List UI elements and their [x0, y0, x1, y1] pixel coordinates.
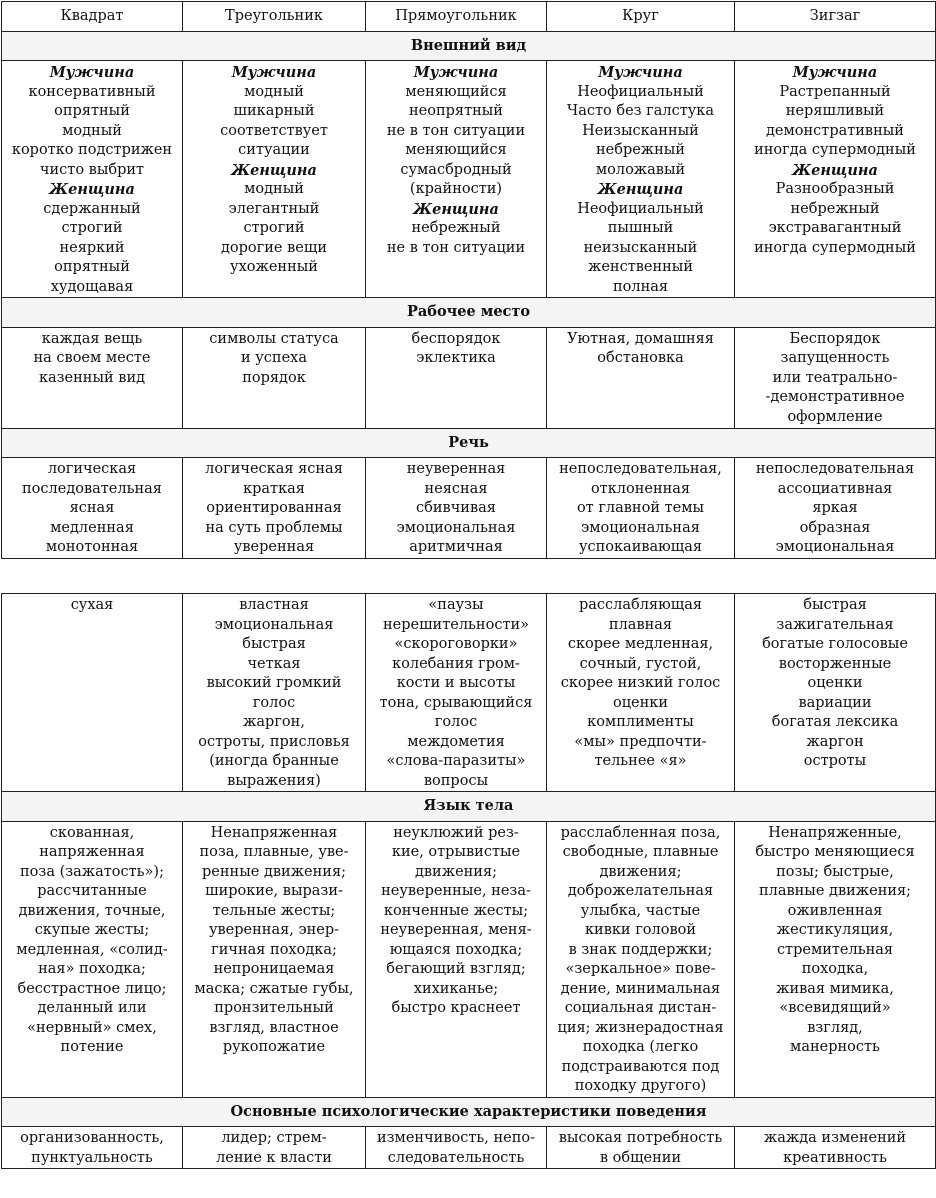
cell-line: опрятный: [54, 259, 130, 275]
cell-line: взгляд, властное: [209, 1019, 339, 1036]
cell-line: комплименты: [587, 714, 694, 730]
page-break-gap: [0, 581, 936, 593]
body-language-cell: [547, 821, 735, 1097]
workplace-cell: [547, 327, 735, 428]
gender-heading: Женщина: [413, 200, 499, 218]
cell-line: конченные жесты;: [383, 902, 529, 919]
cell-line: Часто без галстука: [567, 103, 714, 119]
cell-line: дение, минимальная: [560, 980, 721, 997]
gender-heading: Мужчина: [49, 64, 135, 81]
cell-line: шикарный: [233, 103, 315, 119]
cell-line: креативность: [783, 1149, 887, 1166]
gender-heading: Женщина: [792, 161, 878, 179]
section-speech: Речь: [2, 428, 936, 458]
cell-line: аритмичная: [409, 539, 503, 555]
cell-line: эклектика: [416, 350, 496, 366]
cell-line: организованность,: [20, 1130, 164, 1146]
cell-line: тельнее «я»: [594, 753, 687, 769]
cell-line: пунктуальность: [31, 1149, 153, 1166]
cell-line: Неофициальный: [577, 200, 704, 217]
cell-line: социальная дистан-: [564, 1000, 717, 1016]
psych-row: [2, 1127, 936, 1169]
cell-line: изменчивость, непо-: [376, 1130, 536, 1146]
cell-line: богатые голосовые: [762, 636, 908, 652]
cell-line: ющаяся походка;: [389, 941, 523, 958]
cell-line: оформление: [787, 408, 883, 425]
cell-line: гичная походка;: [211, 941, 337, 958]
cell-line: «нервный» смех,: [27, 1019, 157, 1036]
cell-line: ситуации: [238, 142, 310, 158]
body-language-cell: [735, 821, 936, 1097]
cell-line: меняющийся: [405, 83, 507, 100]
cell-line: скорее низкий голос: [560, 675, 721, 691]
cell-line: ориентированная: [206, 500, 342, 516]
cell-line: казенный вид: [38, 369, 146, 386]
cell-line: оценки: [807, 675, 863, 691]
col-header-zigzag: Зигзаг: [735, 2, 936, 32]
cell-line: от главной темы: [576, 500, 705, 516]
workplace-cell: [366, 327, 547, 428]
cell-line: неуверенные, неза-: [381, 883, 531, 899]
cell-line: Ненапряженные,: [768, 824, 902, 841]
cell-line: движения;: [599, 863, 682, 880]
cell-line: (крайности): [409, 181, 503, 197]
cell-line: логическая: [47, 461, 137, 477]
cell-line: выражения): [227, 772, 321, 789]
speech-cell: [183, 458, 366, 559]
cell-line: и успеха: [241, 350, 307, 366]
cell-line: образная: [799, 519, 871, 536]
cell-line: потение: [60, 1039, 124, 1055]
cell-line: неопрятный: [409, 103, 503, 119]
cell-line: междометия: [407, 733, 505, 750]
cell-line: Неофициальный: [577, 83, 704, 100]
cell-line: хихиканье;: [413, 980, 499, 997]
speech-row-1: [2, 458, 936, 559]
cell-line: элегантный: [228, 200, 320, 217]
cell-line: «слова-паразиты»: [386, 753, 526, 769]
cell-line: консервативный: [28, 83, 156, 100]
cell-line: монотонная: [45, 539, 139, 555]
cell-line: поза, плавные, уве-: [199, 844, 349, 860]
cell-line: жаргон: [806, 733, 864, 750]
cell-line: «зеркальное» пове-: [565, 961, 716, 977]
workplace-cell: [183, 327, 366, 428]
psych-cell: [547, 1127, 735, 1169]
cell-line: модный: [244, 83, 304, 100]
cell-line: полная: [612, 278, 669, 295]
cell-line: кости и высоты: [396, 675, 516, 691]
cell-line: плавные движения;: [758, 883, 912, 899]
cell-line: медленная, «солид-: [16, 941, 168, 958]
cell-line: пышный: [607, 220, 674, 236]
cell-line: на своем месте: [33, 350, 151, 366]
cell-line: модный: [244, 181, 304, 197]
cell-line: пронзительный: [214, 1000, 334, 1016]
cell-line: модный: [62, 122, 122, 139]
cell-line: быстрая: [242, 636, 306, 652]
cell-line: расслабляющая: [578, 597, 702, 613]
body-language-cell: [366, 821, 547, 1097]
cell-line: быстро меняющиеся: [755, 844, 915, 860]
cell-line: небрежный: [790, 200, 880, 217]
cell-line: восторженные: [778, 655, 892, 672]
cell-line: кивки головой: [584, 922, 697, 938]
cell-line: яркая: [812, 500, 858, 516]
cell-line: жаргон,: [243, 714, 305, 730]
cell-line: Беспорядок: [789, 330, 881, 347]
cell-line: эмоциональная: [214, 616, 334, 633]
cell-line: ассоциативная: [777, 480, 893, 497]
body-language-row: [2, 821, 936, 1097]
psych-cell: [366, 1127, 547, 1169]
cell-line: сбивчивая: [416, 500, 496, 516]
speech-cell: [183, 594, 366, 792]
cell-line: эмоциональная: [775, 539, 895, 555]
section-appearance: Внешний вид: [2, 31, 936, 61]
speech-cell: [547, 594, 735, 792]
section-workplace: Рабочее место: [2, 298, 936, 328]
cell-line: соответствует: [220, 122, 328, 139]
psych-cell: [2, 1127, 183, 1169]
cell-line: эмоциональная: [396, 519, 516, 536]
cell-line: улыбка, частые: [580, 902, 701, 919]
body-language-cell: [183, 821, 366, 1097]
cell-line: обстановка: [597, 350, 684, 366]
cell-line: подстраиваются под: [561, 1058, 720, 1075]
cell-line: скупые жесты;: [34, 922, 150, 938]
cell-line: не в тон ситуации: [386, 122, 526, 139]
col-header-rectangle: Прямоугольник: [366, 2, 547, 32]
header-row: [2, 2, 936, 32]
cell-line: оживленная: [787, 902, 883, 919]
speech-cell: [366, 458, 547, 559]
workplace-row: [2, 327, 936, 428]
speech-cell: [735, 458, 936, 559]
gender-heading: Мужчина: [413, 64, 499, 81]
speech-cell: [2, 594, 183, 792]
cell-line: не в тон ситуации: [386, 239, 526, 256]
cell-line: Неизысканный: [582, 122, 699, 139]
cell-line: деланный или: [37, 1000, 147, 1016]
cell-line: неяркий: [59, 239, 125, 256]
cell-line: походку другого): [574, 1078, 707, 1094]
cell-line: -демонстративное: [765, 389, 905, 405]
cell-line: чисто выбрит: [39, 161, 145, 178]
cell-line: зажигательная: [776, 616, 894, 633]
cell-line: сочный, густой,: [579, 655, 702, 672]
cell-line: сдержанный: [43, 200, 141, 217]
appearance-cell: [547, 61, 735, 298]
cell-line: высокая потребность: [558, 1130, 723, 1146]
cell-line: ясная: [69, 500, 115, 516]
cell-line: «паузы: [428, 597, 484, 613]
cell-line: свободные, плавные: [562, 844, 719, 860]
cell-line: «мы» предпочти-: [574, 733, 707, 750]
workplace-cell: [735, 327, 936, 428]
cell-line: сухая: [70, 597, 114, 613]
col-header-triangle: Треугольник: [183, 2, 366, 32]
cell-line: меняющийся: [405, 142, 507, 158]
cell-line: ление к власти: [216, 1149, 332, 1166]
cell-line: непоследовательная: [755, 461, 915, 477]
cell-line: неизысканный: [583, 239, 698, 256]
col-header-circle: Круг: [547, 2, 735, 32]
cell-line: скованная,: [49, 824, 135, 841]
cell-line: небрежный: [595, 142, 686, 158]
cell-line: живая мимика,: [776, 980, 894, 997]
cell-line: моложавый: [595, 161, 686, 178]
cell-line: стремительная: [776, 941, 894, 958]
cell-line: экстравагантный: [768, 220, 902, 236]
cell-line: движения;: [414, 863, 498, 880]
cell-line: опрятный: [54, 103, 130, 119]
cell-line: рассчитанные: [37, 883, 147, 899]
cell-line: Разнообразный: [775, 181, 895, 197]
cell-line: доброжелательная: [567, 883, 714, 899]
cell-line: сумасбродный: [400, 161, 512, 178]
cell-line: порядок: [242, 369, 306, 386]
cell-line: властная: [239, 597, 309, 613]
cell-line: расслабленная поза,: [560, 824, 721, 841]
cell-line: походка (легко: [582, 1039, 699, 1055]
cell-line: логическая ясная: [205, 461, 343, 477]
appearance-cell: [2, 61, 183, 298]
cell-line: поза (зажатость»);: [20, 863, 164, 880]
cell-line: манерность: [790, 1039, 880, 1055]
cell-line: рукопожатие: [222, 1039, 326, 1055]
cell-line: Уютная, домашняя: [567, 330, 714, 347]
gender-heading: Женщина: [231, 161, 317, 179]
cell-line: голос: [252, 694, 296, 711]
cell-line: или театрально-: [772, 369, 898, 386]
cell-line: ухоженный: [230, 259, 318, 275]
cell-line: демонстративный: [766, 122, 904, 139]
gender-heading: Мужчина: [598, 64, 683, 81]
speech-cell: [735, 594, 936, 792]
cell-line: ная» походка;: [38, 961, 146, 977]
cell-line: непоследовательная,: [559, 461, 722, 477]
appearance-row: [2, 61, 936, 298]
cell-line: четкая: [247, 655, 301, 672]
cell-line: быстро краснеет: [391, 1000, 521, 1016]
cell-line: ренные движения;: [202, 863, 346, 880]
cell-line: в знак поддержки;: [568, 941, 713, 958]
cell-line: коротко подстрижен: [11, 142, 173, 158]
cell-line: голос: [434, 714, 478, 730]
cell-line: тона, срывающийся: [379, 694, 533, 711]
cell-line: символы статуса: [209, 330, 339, 347]
speech-cell: [547, 458, 735, 559]
cell-line: каждая вещь: [41, 330, 143, 347]
appearance-cell: [366, 61, 547, 298]
comparison-table-part2: [1, 593, 936, 1169]
comparison-table-part1: [1, 1, 936, 559]
cell-line: остроты: [803, 753, 867, 769]
cell-line: небрежный: [411, 220, 501, 236]
cell-line: остроты, присловья: [198, 733, 350, 750]
cell-line: лидер; стрем-: [221, 1130, 327, 1146]
cell-line: Растрепанный: [779, 83, 891, 100]
section-psych: Основные психологические характеристики поведения: [2, 1097, 936, 1127]
cell-line: походка,: [801, 961, 869, 977]
cell-line: неуверенная, меня-: [380, 922, 532, 938]
appearance-cell: [183, 61, 366, 298]
cell-line: бесстрастное лицо;: [17, 980, 167, 997]
gender-heading: Женщина: [597, 181, 684, 198]
cell-line: следовательность: [387, 1149, 525, 1166]
cell-line: ция; жизнерадостная: [557, 1019, 724, 1036]
cell-line: иногда супермодный: [754, 142, 916, 158]
cell-line: скорее медленная,: [567, 636, 714, 652]
cell-line: кие, отрывистые: [391, 844, 521, 860]
cell-line: богатая лексика: [771, 714, 899, 730]
speech-cell: [2, 458, 183, 559]
cell-line: движения, точные,: [18, 902, 166, 919]
psych-cell: [183, 1127, 366, 1169]
cell-line: жестикуляция,: [776, 922, 894, 938]
gender-heading: Мужчина: [792, 64, 878, 81]
cell-line: неуверенная: [406, 461, 506, 477]
appearance-cell: [735, 61, 936, 298]
cell-line: запущенность: [780, 350, 890, 366]
body-language-cell: [2, 821, 183, 1097]
cell-line: тельные жесты;: [212, 902, 336, 919]
cell-line: маска; сжатые губы,: [194, 980, 354, 997]
cell-line: беспорядок: [411, 330, 501, 347]
cell-line: «скороговорки»: [394, 636, 518, 652]
gender-heading: Женщина: [49, 181, 135, 198]
cell-line: отклоненная: [590, 480, 691, 497]
cell-line: краткая: [243, 480, 305, 497]
cell-line: плавная: [608, 616, 673, 633]
cell-line: вариации: [798, 694, 872, 711]
cell-line: непроницаемая: [213, 961, 335, 977]
psych-cell: [735, 1127, 936, 1169]
gender-heading: Мужчина: [231, 64, 317, 81]
cell-line: оценки: [612, 694, 669, 711]
cell-line: (иногда бранные: [209, 753, 339, 769]
cell-line: эмоциональная: [581, 519, 700, 536]
cell-line: неясная: [424, 480, 488, 497]
cell-line: нерешительности»: [382, 616, 530, 633]
section-body-language: Язык тела: [2, 792, 936, 822]
speech-cell: [366, 594, 547, 792]
cell-line: на суть проблемы: [205, 519, 343, 536]
cell-line: взгляд,: [807, 1019, 863, 1036]
cell-line: медленная: [50, 519, 134, 536]
cell-line: колебания гром-: [392, 655, 520, 672]
cell-line: Ненапряженная: [210, 824, 338, 841]
cell-line: дорогие вещи: [220, 239, 327, 256]
cell-line: последовательная: [22, 480, 162, 497]
cell-line: позы; быстрые,: [776, 863, 894, 880]
cell-line: широкие, вырази-: [205, 883, 343, 899]
cell-line: строгий: [243, 220, 305, 236]
cell-line: уверенная: [233, 539, 315, 555]
col-header-square: Квадрат: [2, 2, 183, 32]
cell-line: «всевидящий»: [779, 1000, 891, 1016]
cell-line: жажда изменений: [763, 1130, 907, 1146]
cell-line: неуклюжий рез-: [393, 824, 519, 841]
cell-line: быстрая: [803, 597, 867, 613]
cell-line: вопросы: [423, 772, 489, 789]
speech-row-2: [2, 594, 936, 792]
cell-line: женственный: [587, 259, 693, 275]
cell-line: уверенная, энер-: [208, 922, 340, 938]
cell-line: неряшливый: [785, 103, 885, 119]
cell-line: в общении: [599, 1149, 682, 1166]
cell-line: худощавая: [50, 278, 134, 295]
cell-line: успокаивающая: [578, 539, 703, 555]
workplace-cell: [2, 327, 183, 428]
cell-line: напряженная: [39, 844, 145, 860]
cell-line: высокий громкий: [206, 675, 342, 691]
cell-line: бегающий взгляд;: [386, 961, 526, 977]
cell-line: иногда супермодный: [754, 239, 916, 256]
cell-line: строгий: [61, 220, 123, 236]
